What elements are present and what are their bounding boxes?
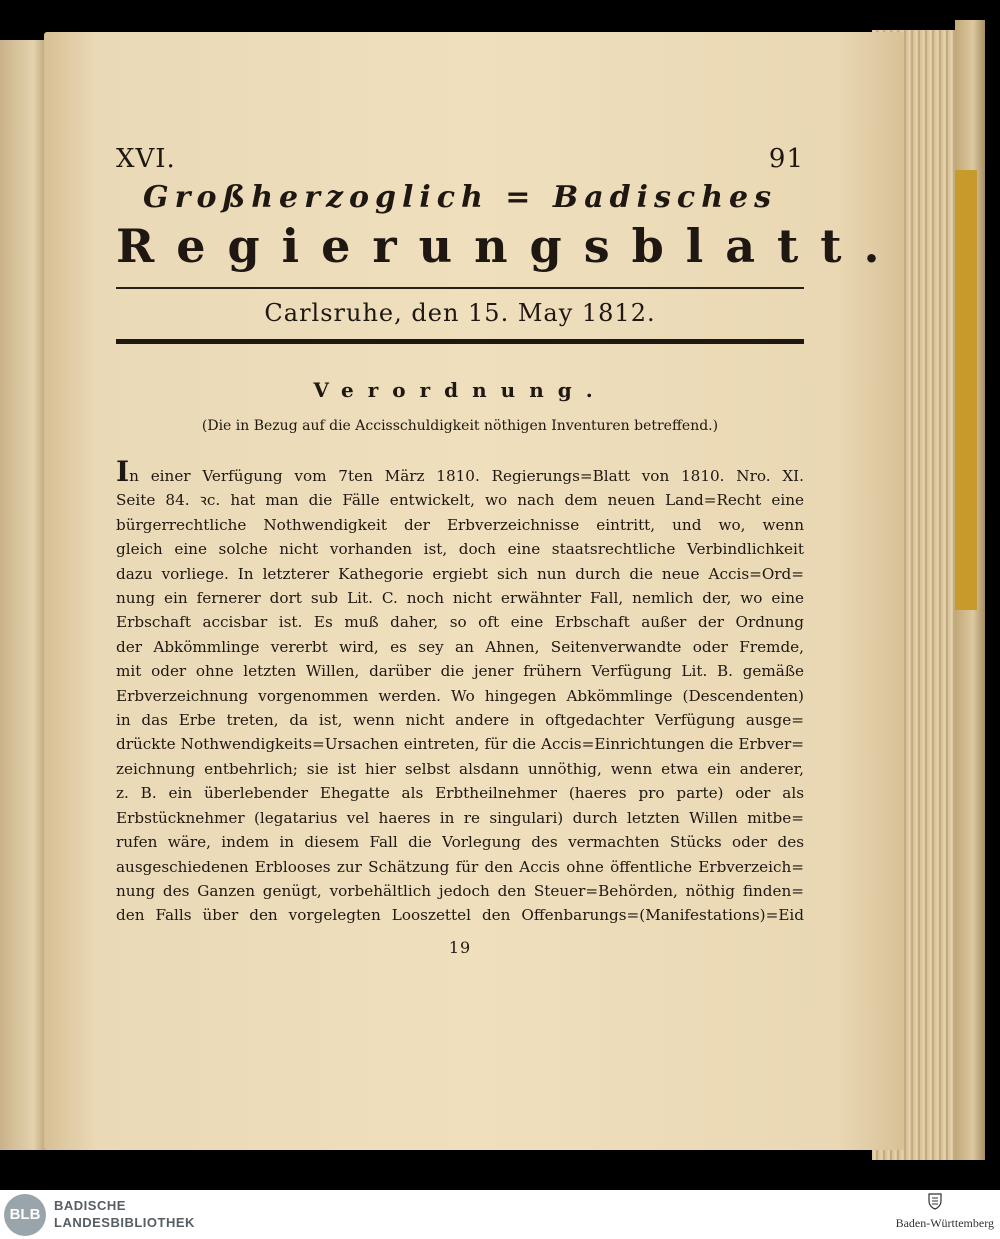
masthead-line1: Großherzoglich = Badisches (143, 180, 777, 215)
crest-icon (926, 1192, 944, 1210)
body-line: bürgerrechtliche Nothwendigkeit der Erbverzeichnisse eintritt, und wo, wenn (116, 515, 804, 534)
document-page (44, 32, 904, 1150)
blb-logo-icon[interactable]: BLB (4, 1194, 46, 1236)
signature-mark: 19 (448, 937, 472, 957)
body-line: der Abkömmlinge vererbt wird, es sey an Ahnen, Seitenverwandte oder Fremde, (116, 637, 804, 656)
body-line: drückte Nothwendigkeits=Ursachen eintreten, für die Accis=Einrichtungen die Erbver= (116, 735, 804, 754)
dateline: Carlsruhe, den 15. May 1812. (264, 299, 656, 327)
page-header (116, 140, 804, 174)
article-subtitle: (Die in Bezug auf die Accisschuldigkeit nöthigen Inventuren betreffend.) (201, 418, 719, 434)
header-rule (116, 287, 804, 289)
dateline-rule (116, 339, 804, 344)
body-line: den Falls über den vorgelegten Looszettel den Offenbarungs=(Manifestations)=Eid (116, 906, 804, 925)
body-line: Erbstücknehmer (legatarius vel haeres in re singulari) durch letzten Willen mitbe= (116, 808, 804, 827)
body-line: nung des Ganzen genügt, vorbehältlich jedoch den Steuer=Behörden, nöthig finden= (116, 881, 804, 900)
bookmark-ribbon (955, 170, 977, 610)
masthead-title: Regierungsblatt. (116, 219, 902, 273)
viewer-footer (0, 1190, 1000, 1239)
library-name-line1: BADISCHE (54, 1198, 126, 1213)
body-line: nung ein fernerer dort sub Lit. C. noch nicht erwähnter Fall, nemlich der, wo eine (116, 589, 804, 608)
page-content (116, 140, 902, 957)
body-line: gleich eine solche nicht vorhanden ist, doch eine staatsrechtliche Verbindlichkeit (116, 540, 804, 559)
body-line: z. B. ein überlebender Ehegatte als Erbtheilnehmer (haeres pro parte) oder als (116, 784, 804, 803)
left-page-edge (0, 40, 48, 1150)
page-number: 91 (768, 144, 804, 174)
state-name[interactable]: Baden-Württemberg (895, 1216, 994, 1230)
article-body (116, 455, 804, 928)
body-line: ausgeschiedenen Erblooses zur Schätzung für den Accis ohne öffentliche Erbverzeich= (116, 857, 804, 876)
body-line: Seite 84. ꝛc. hat man die Fälle entwickelt, wo nach dem neuen Land=Recht eine (116, 491, 804, 510)
body-line: Erbschaft accisbar ist. Es muß daher, so oft eine Erbschaft außer der Ordnung (116, 613, 804, 632)
library-name-line2: LANDESBIBLIOTHEK (54, 1215, 195, 1230)
body-line: Erbverzeichnung vorgenommen werden. Wo hingegen Abkömmlinge (Descendenten) (116, 686, 804, 705)
article-title: Verordnung. (313, 378, 607, 402)
body-line: In einer Verfügung vom 7ten März 1810. Regierungs=Blatt von 1810. Nro. XI. (116, 455, 804, 488)
issue-number: XVI. (116, 144, 176, 174)
body-line: mit oder ohne letzten Willen, darüber die jener frühern Verfügung Lit. B. gemäße (116, 662, 804, 681)
body-line: in das Erbe treten, da ist, wenn nicht andere in oftgedachter Verfügung ausge= (116, 711, 804, 730)
body-line: dazu vorliege. In letzterer Kathegorie ergiebt sich nun durch die neue Accis=Ord= (116, 564, 804, 583)
body-line: zeichnung entbehrlich; sie ist hier selbst alsdann unnöthig, wenn etwa ein anderer, (116, 759, 804, 778)
library-name[interactable] (54, 1197, 195, 1231)
body-line: rufen wäre, indem in diesem Fall die Vorlegung des vermachten Stücks oder des (116, 833, 804, 852)
